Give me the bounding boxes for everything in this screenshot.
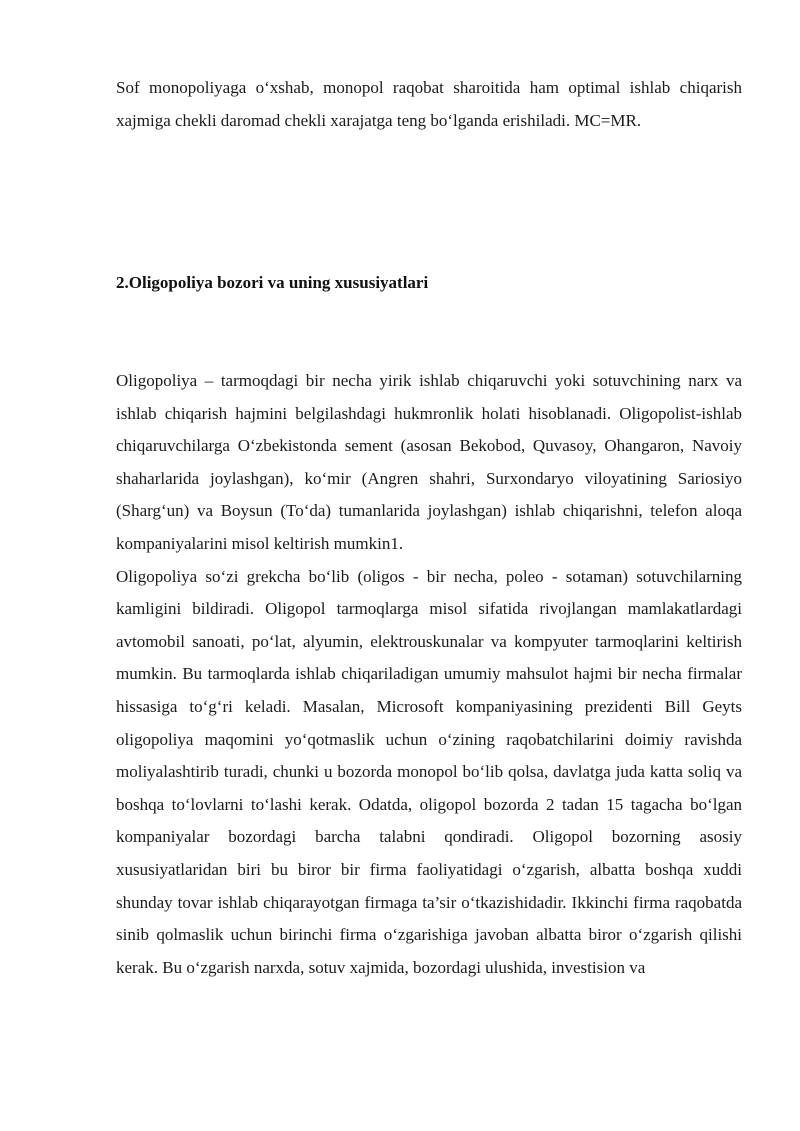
intro-paragraph-block	[116, 72, 742, 137]
body-text-block	[116, 365, 742, 984]
details-paragraph: Oligopoliya so‘zi grekcha bo‘lib (oligos - bir necha, poleo - sotaman) sotuvchilarning kamligini bildiradi. Oligopol tarmoqlarga misol sifatida rivojlangan mamlakatlardagi avtomobil sanoati, po‘lat, alyumin, elektrouskunalar va kompyuter tarmoqlarini keltirish mumkin. Bu tarmoqlarda ishlab chiqariladigan umumiy mahsulot hajmi bir necha firmalar hissasiga to‘g‘ri keladi. Masalan, Microsoft kompaniyasining prezidenti Bill Geyts oligopoliya maqomini yo‘qotmaslik uchun o‘zining raqobatchilarini doimiy ravishda moliyalashtirib turadi, chunki u bozorda monopol bo‘lib qolsa, davlatga juda katta soliq va boshqa to‘lovlarni to‘lashi kerak. Odatda, oligopol bozorda 2 tadan 15 tagacha bo‘lgan kompaniyalar bozordagi barcha talabni qondiradi. Oligopol bozorning asosiy xususiyatlaridan biri bu biror bir firma faoliyatidagi o‘zgarish, albatta boshqa xuddi shunday tovar ishlab chiqarayotgan firmaga ta’sir o‘tkazishidadir. Ikkinchi firma raqobatda sinib qolmaslik uchun birinchi firma o‘zgarishiga javoban albatta biror o‘zgarish qilishi kerak. Bu o‘zgarish narxda, sotuv xajmida, bozordagi ulushida, investision va	[116, 566, 742, 977]
intro-paragraph: Sof monopoliyaga o‘xshab, monopol raqobat sharoitida ham optimal ishlab chiqarish xajmiga chekli daromad chekli xarajatga teng bo‘lganda erishiladi. MC=MR.	[116, 78, 742, 130]
section-heading: 2.Oligopoliya bozori va uning xususiyatlari	[116, 273, 429, 292]
definition-paragraph: Oligopoliya – tarmoqdagi bir necha yirik ishlab chiqaruvchi yoki sotuvchining narx va ishlab chiqarish hajmini belgilashdagi hukmronlik holati hisoblanadi. Oligopolist-ishlab chiqaruvchilarga O‘zbekistonda sement (asosan Bekobod, Quvasoy, Ohangaron, Navoiy shaharlarida joylashgan), ko‘mir (Angren shahri, Surxondaryo viloyatining Sariosiyo (Sharg‘un) va Boysun (To‘da) tumanlarida joylashgan) ishlab chiqarishni, telefon aloqa kompaniyalarini misol keltirish mumkin1.	[116, 371, 742, 553]
